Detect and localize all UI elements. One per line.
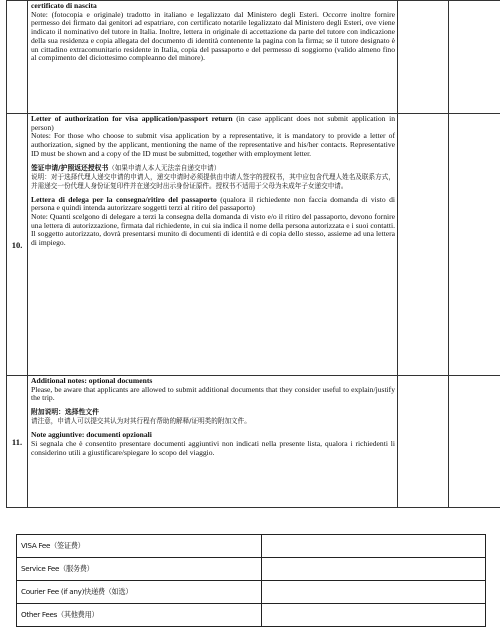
fee-label: Service Fee（服务费） <box>17 558 262 581</box>
zh-notes: 请注意，申请人可以提交其认为对其行程有帮助的解释/证明类的附加文件。 <box>31 417 251 426</box>
it-title: Note aggiuntive: documenti opzionali <box>31 430 152 440</box>
requirement-cell <box>28 1 398 114</box>
zh-title: 附加说明：选择性文件 <box>31 408 99 417</box>
fee-label: Other Fees（其他费用） <box>17 604 262 627</box>
fee-label: VISA Fee（签证费） <box>17 535 262 558</box>
it-notes: Note: Quanti scelgono di delegare a terzi la consegna della domanda di visto e/o il ritiro del passaporto, devono fornire una lettera di autorizzazione, firmata dal richiedente, in cui sia indica il nome della persona autorizzata e i suoi contatti. Il soggetto autorizzato, dovrà presentarsi munito di documenti di identità e di copia dello stesso, assieme ad una lettera di impiego. <box>31 211 395 248</box>
fee-value-field[interactable] <box>262 581 486 604</box>
fee-value-field[interactable] <box>262 604 486 627</box>
requirement-cell <box>28 114 398 376</box>
row-note: Note: (fotocopia e originale) tradotto in italiano e legalizzato dal Ministero degli Esteri. Occorre inoltre fornire permesso dei firmato dai genitori ad espatriare, con certificato notarile legalizzato dal Ministero degli Esteri, ove viene indicato il nominativo del tutore in Italia. Inoltre, lettera in originale di accettazione da parte del tutore con indicazione della sua residenza e copia allegata del documento di identità contenente la pagina con la firma; se il tutore designato è un cittadino extracomunitario residente in Italia, copia del passaporto e del permesso di soggiorno (valido almeno fino al compimento del diciottesimo compleanno del minore). <box>31 9 395 63</box>
fees-table <box>16 534 486 627</box>
table-row <box>7 376 500 508</box>
check-cell <box>449 376 500 508</box>
it-title: Lettera di delega per la consegna/ritiro del passaporto <box>31 194 217 204</box>
it-section <box>31 196 395 213</box>
row-number: 11. <box>7 376 28 508</box>
en-notes: Please, be aware that applicants are allowed to submit additional documents that they consider useful to explain/justify the trip. <box>31 384 395 403</box>
requirement-cell <box>28 376 398 508</box>
it-title-suffix: (qualora il richiedente non faccia domanda di visto di persona e quindi intenda autorizzare soggetti terzi al ritiro del passaporto) <box>31 194 396 213</box>
en-title: Additional notes: optional documents <box>31 376 153 385</box>
zh-notes: 说明：对于选择代理人递交申请的申请人，递交申请时必须提供由申请人签字的授权书，其中应包含代理人姓名及联系方式，并需递交一份代理人身份证复印件并在递交时出示身份证原件。授权书不适用于父母为未成年子女递交申请。 <box>31 172 395 190</box>
en-title-suffix: (in case applicant does not submit application in person) <box>31 114 395 132</box>
checklist-table <box>6 0 500 508</box>
en-notes: Notes: For those who choose to submit visa application by a representative, it is mandatory to provide a letter of authorization, signed by the applicant, mentioning the name of the representative and his/her contacts. Representative ID must be shown and a copy of the ID must be submitted, together with employment letter. <box>31 131 395 158</box>
check-cell <box>398 376 449 508</box>
it-notes: Si segnala che è consentito presentare documenti aggiuntivi non indicati nella presente lista, qualora i richiedenti li considerino utili a giustificare/spiegare lo scopo del viaggio. <box>31 438 395 457</box>
zh-title-suffix: （如果申请人本人无法亲自递交申请） <box>108 163 221 172</box>
fee-row <box>17 581 486 604</box>
fee-value-field[interactable] <box>262 535 486 558</box>
fee-row <box>17 558 486 581</box>
fee-row <box>17 535 486 558</box>
fee-value-field[interactable] <box>262 558 486 581</box>
check-cell <box>449 1 500 114</box>
en-title: Letter of authorization for visa application/passport return <box>31 114 233 123</box>
zh-title: 签证申请/护照返还授权书 <box>31 163 109 172</box>
check-cell <box>398 114 449 376</box>
en-section <box>31 115 395 132</box>
table-row <box>7 1 500 114</box>
row-number-cell <box>7 1 28 114</box>
row-number: 10. <box>7 114 28 376</box>
row-title: certificato di nascita <box>31 1 97 10</box>
fee-row <box>17 604 486 627</box>
fee-label: Courier Fee (if any)快递费（如选） <box>17 581 262 604</box>
check-cell <box>398 1 449 114</box>
table-row <box>7 114 500 376</box>
check-cell <box>449 114 500 376</box>
